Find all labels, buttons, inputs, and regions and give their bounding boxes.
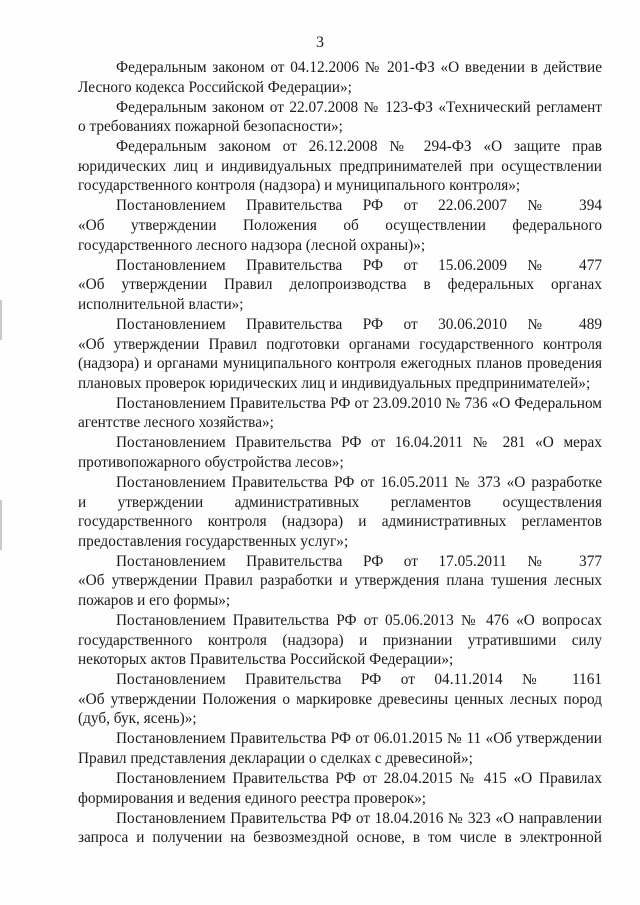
text-line: Постановлением Правительства РФ от 17.05.2011 № 377 [116,552,602,570]
paragraph [78,552,602,611]
paragraph [78,670,602,729]
text-line: Постановлением Правительства РФ от 30.06.2010 № 489 [116,315,602,333]
paragraph [78,769,602,808]
paragraph [78,98,602,137]
text-line: формирования и ведения единого реестра проверок»; [78,789,427,807]
text-line: Федеральным законом от 04.12.2006 № 201-ФЗ «О введении в действие [116,59,602,76]
paragraph [78,394,602,433]
text-line: Постановлением Правительства РФ от 23.09.2010 № 736 «О Федеральном [116,394,602,412]
text-line: о требованиях пожарной безопасности»; [78,118,343,136]
text-line: Правил представления декларации о сделках с древесиной»; [78,750,473,768]
text-line: «Об утверждении Правил подготовки органами государственного контроля [78,335,602,353]
paragraph [78,137,602,196]
text-line: Постановлением Правительства РФ от 15.06.2009 № 477 [116,256,602,274]
text-line: (дуб, бук, ясень)»; [78,710,197,728]
text-line: государственного контроля (надзора) и административных регламентов [78,513,602,531]
paragraph [78,58,602,97]
scan-artifact [0,300,2,340]
paragraph [78,315,602,393]
text-line: плановых проверок юридических лиц и индивидуальных предпринимателей»; [78,374,591,392]
text-line: государственного контроля (надзора) и муниципального контроля»; [78,177,521,195]
paragraph [78,196,602,255]
text-line: агентстве лесного хозяйства»; [78,414,274,432]
text-line: Постановлением Правительства РФ от 16.04.2011 № 281 «О мерах [116,434,602,452]
text-line: государственного контроля (надзора) и признании утратившими силу [78,631,602,649]
paragraph [78,256,602,315]
text-line: «Об утверждении Правил делопроизводства в федеральных органах [78,276,602,294]
text-line: Постановлением Правительства РФ от 18.04.2016 № 323 «О направлении [116,809,602,827]
text-line: исполнительной власти»; [78,295,244,313]
text-line: Постановлением Правительства РФ от 22.06.2007 № 394 [116,197,602,215]
document-body [78,58,602,848]
text-line: Федеральным законом от 22.07.2008 № 123-ФЗ «Технический регламент [116,98,602,116]
scan-artifact [0,500,2,550]
text-line: Лесного кодекса Российской Федерации»; [78,78,352,96]
text-line: «Об утверждении Положения об осуществлении федерального [78,217,602,235]
text-line: Постановлением Правительства РФ от 16.05.2011 № 373 «О разработке [116,473,602,491]
text-line: (надзора) и органами муниципального контроля ежегодных планов проведения [78,355,602,373]
text-line: «Об утверждении Положения о маркировке древесины ценных лесных пород [78,690,602,708]
paragraph [78,611,602,670]
text-line: и утверждении административных регламентов осуществления [78,493,602,511]
text-line: государственного лесного надзора (лесной охраны)»; [78,236,426,254]
page-number: 3 [316,34,324,51]
text-line: Постановлением Правительства РФ от 04.11.2014 № 1161 [116,671,602,689]
text-line: Постановлением Правительства РФ от 06.01.2015 № 11 «Об утверждении [116,730,602,748]
text-line: пожаров и его формы»; [78,591,231,609]
paragraph [78,473,602,551]
text-line: юридических лиц и индивидуальных предпринимателей при осуществлении [78,157,602,175]
text-line: «Об утверждении Правил разработки и утверждения плана тушения лесных [78,572,602,590]
text-line: запроса и получении на безвозмездной основе, в том числе в электронной [78,829,602,847]
text-line: предоставления государственных услуг»; [78,532,349,550]
paragraph [78,809,602,848]
paragraph [78,729,602,768]
text-line: некоторых актов Правительства Российской Федерации»; [78,651,454,669]
text-line: противопожарного обустройства лесов»; [78,453,344,471]
text-line: Федеральным законом от 26.12.2008 № 294-ФЗ «О защите прав [116,138,602,156]
text-line: Постановлением Правительства РФ от 28.04.2015 № 415 «О Правилах [116,770,602,788]
text-line: Постановлением Правительства РФ от 05.06.2013 № 476 «О вопросах [116,612,602,629]
paragraph [78,433,602,472]
